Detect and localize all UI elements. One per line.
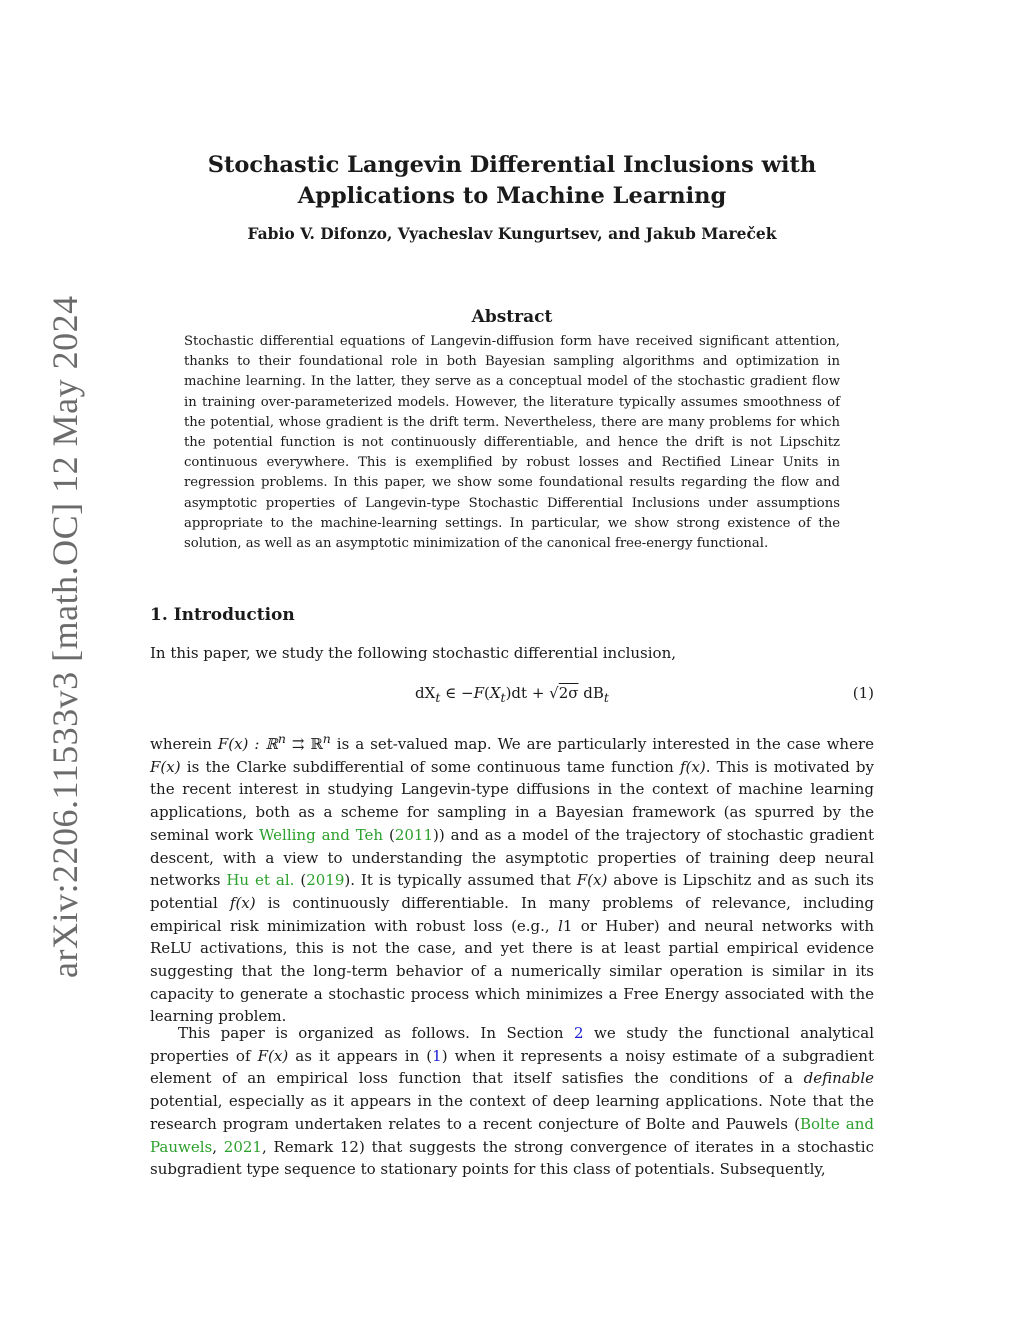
equation-number: (1) bbox=[852, 684, 874, 702]
intro-lead-sentence: In this paper, we study the following stochastic differential inclusion, bbox=[150, 644, 677, 662]
abstract-text: Stochastic differential equations of Langevin-diffusion form have received significant attention, thanks to their foundational role in both Bayesian sampling algorithms and optimization in machine learning. In the latter, they serve as a conceptual model of the stochastic gradient flow in training over-parameterized models. However, the literature typically assumes smoothness of the potential, whose gradient is the drift term. Nevertheless, there are many problems for which the potential function is not continuously differentiable, and hence the drift is not Lipschitz continuous everywhere. This is exemplified by robust losses and Rectified Linear Units in regression problems. In this paper, we show some foundational results regarding the flow and asymptotic properties of Langevin-type Stochastic Differential Inclusions under assumptions appropriate to the machine-learning settings. In particular, we show strong existence of the solution, as well as an asymptotic minimization of the canonical free-energy functional. bbox=[184, 334, 840, 552]
paper-title: Stochastic Langevin Differential Inclusions with Applications to Machine Learning bbox=[207, 152, 817, 209]
abstract-heading: Abstract bbox=[471, 307, 553, 327]
equation-expression: $dX_t$ ∈ $-F(X_t)dt + √2\sigma$ $dB_t$ bbox=[415, 684, 609, 705]
citation-link-bolte-pauwels[interactable]: Bolte and Pauwels bbox=[150, 1114, 875, 1156]
author-list: Fabio V. Difonzo, Vyacheslav Kungurtsev, and Jakub Mareček bbox=[247, 224, 777, 243]
section-2-link[interactable]: 2 bbox=[574, 1024, 584, 1042]
intro-paragraph-1: wherein F(x) : ℝ$^n$ ⇉ ℝ$^n$ is a set-valued map. We are particularly interested in the case where F(x) is the Clarke subdifferential of some continuous tame function f(x). This is motivated by the recent interest in studying Langevin-type diffusions in the context of machine learning applications, both as a scheme for sampling in a Bayesian framework (as spurred by the seminal work Welling and Teh (2011)) and as a model of the trajectory of stochastic gradient descent, with a view to understanding the asymptotic properties of training deep neural networks Hu et al. (2019). It is typically assumed that F(x) above is Lipschitz and as such its potential f(x) is continuously differentiable. In many problems of relevance, including empirical risk minimization with robust loss (e.g., l1 or Huber) and neural networks with ReLU activations, this is not the case, and yet there is at least partial empirical evidence suggesting that the long-term behavior of a numerically similar operation is similar in its capacity to generate a stochastic process which minimizes a Free Energy associated with the learning problem. bbox=[150, 731, 874, 1026]
equation-1-link[interactable]: 1 bbox=[432, 1046, 442, 1065]
citation-year-2019[interactable]: 2019 bbox=[306, 871, 345, 890]
citation-link-hu-et-al[interactable]: Hu et al. bbox=[226, 871, 295, 890]
intro-paragraph-2: This paper is organized as follows. In Section 2 we study the functional analytical properties of F(x) as it appears in (1) when it represents a noisy estimate of a subgradient element of an empirical loss function that itself satisfies the conditions of a definable potential, especially as it appears in the context of deep learning applications. Note that the research program undertaken relates to a recent conjecture of Bolte and Pauwels (Bolte and Pauwels, 2021, Remark 12) that suggests the strong convergence of iterates in a stochastic subgradient type sequence to stationary points for this class of potentials. Subsequently, bbox=[150, 1024, 875, 1179]
section-heading-introduction: 1. Introduction bbox=[150, 605, 295, 625]
citation-year-2011[interactable]: 2011 bbox=[394, 825, 434, 844]
equation-1 bbox=[150, 684, 874, 710]
arxiv-identifier: arXiv:2206.11533v3 [math.OC] 12 May 2024 bbox=[45, 295, 85, 978]
citation-link-welling-teh[interactable]: Welling and Teh bbox=[258, 825, 384, 844]
citation-year-2021[interactable]: 2021 bbox=[223, 1137, 262, 1156]
